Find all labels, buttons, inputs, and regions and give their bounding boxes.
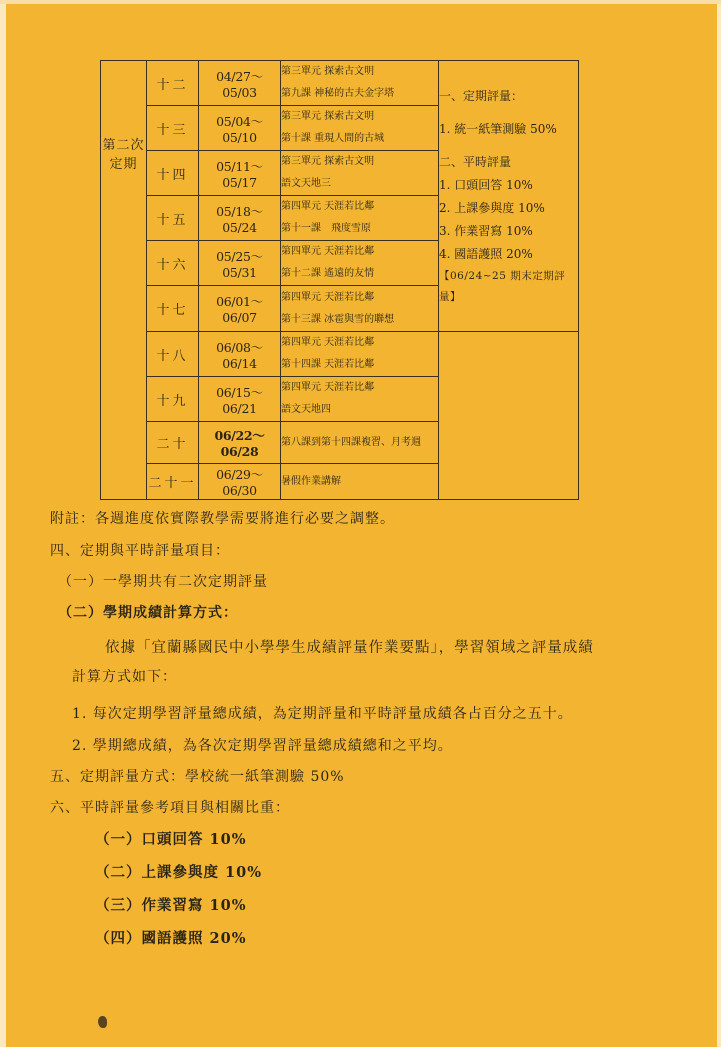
weight-item-1: （一）口頭回答 10% — [95, 831, 247, 848]
dates-cell: 06/01～06/07 — [199, 286, 281, 332]
week-cell: 十三 — [147, 106, 199, 151]
blank-cell — [439, 332, 579, 500]
assessment-heading-1: 一、定期評量： — [439, 88, 524, 103]
section-four-item-2: （二）學期成績計算方式： — [58, 605, 238, 621]
dates-cell: 05/11～05/17 — [199, 151, 281, 196]
weight-item-2: （二）上課參與度 10% — [95, 864, 263, 881]
numbered-item-2: 2. 學期總成績，為各次定期學習評量總成績總和之平均。 — [72, 738, 453, 754]
period-cell — [101, 61, 147, 500]
content-cell — [281, 106, 439, 151]
dates-cell: 06/08～06/14 — [199, 332, 281, 377]
section-five: 五、定期評量方式：學校統一紙筆測驗 50% — [50, 769, 345, 785]
page-edge-left — [0, 0, 6, 1047]
lesson-line: 語文天地四 — [281, 404, 331, 415]
paragraph-line-2: 計算方式如下： — [72, 669, 177, 685]
numbered-item-1: 1. 每次定期學習評量總成績，為定期評量和平時評量成績各占百分之五十。 — [72, 706, 573, 722]
week-cell: 十五 — [147, 196, 199, 241]
dates-cell: 06/22～06/28 — [199, 422, 281, 464]
weight-item-3: （三）作業習寫 10% — [95, 897, 247, 914]
lesson-line: 第十一課 飛度雪原 — [281, 223, 371, 234]
section-six-heading: 六、平時評量參考項目與相關比重： — [50, 800, 290, 816]
dates-cell: 06/29～06/30 — [199, 464, 281, 500]
assessment-item: 4. 國語護照 20% — [439, 246, 533, 261]
dates-cell: 05/25～05/31 — [199, 241, 281, 286]
content-cell — [281, 151, 439, 196]
content-cell — [281, 464, 439, 500]
assessment-item: 1. 統一紙筆測驗 50% — [439, 121, 557, 136]
ink-smudge — [98, 1016, 107, 1028]
week-cell: 二十一 — [147, 464, 199, 500]
content-cell — [281, 61, 439, 106]
week-cell: 十二 — [147, 61, 199, 106]
assessment-item: 1. 口頭回答 10% — [439, 177, 533, 192]
content-cell — [281, 196, 439, 241]
unit-line: 第四單元 天涯若比鄰 — [281, 382, 375, 393]
period-label-1: 第二次 — [102, 138, 145, 153]
schedule-row — [101, 332, 579, 377]
unit-line: 第三單元 探索古文明 — [281, 111, 375, 122]
content-cell — [281, 377, 439, 422]
section-four-heading: 四、定期與平時評量項目： — [50, 543, 230, 559]
unit-line: 第八課到第十四課複習、月考週 — [281, 436, 421, 448]
lesson-line: 語文天地三 — [281, 178, 331, 189]
schedule-table — [100, 60, 579, 500]
footnote: 附註：各週進度依實際教學需要將進行必要之調整。 — [50, 511, 395, 527]
unit-line: 第三單元 探索古文明 — [281, 156, 375, 167]
exam-date-note: 【06/24~25 期末定期評量】 — [439, 269, 566, 303]
week-cell: 十八 — [147, 332, 199, 377]
lesson-line: 第九課 神秘的古夫金字塔 — [281, 88, 395, 99]
unit-line: 第四單元 天涯若比鄰 — [281, 337, 375, 348]
week-cell: 十七 — [147, 286, 199, 332]
lesson-line: 第十三課 冰雹與雪的聯想 — [281, 313, 395, 325]
content-cell — [281, 286, 439, 332]
unit-line: 第四單元 天涯若比鄰 — [281, 291, 375, 303]
week-cell: 二十 — [147, 422, 199, 464]
dates-cell: 05/18～05/24 — [199, 196, 281, 241]
assessment-cell — [439, 61, 579, 332]
week-cell: 十六 — [147, 241, 199, 286]
unit-line: 第四單元 天涯若比鄰 — [281, 246, 375, 257]
dates-cell: 04/27～05/03 — [199, 61, 281, 106]
paragraph-line-1: 依據「宜蘭縣國民中小學學生成績評量作業要點」，學習領域之評量成績 — [105, 640, 594, 656]
schedule-row — [101, 61, 579, 106]
content-cell — [281, 332, 439, 377]
unit-line: 第三單元 探索古文明 — [281, 66, 375, 77]
assessment-item: 3. 作業習寫 10% — [439, 223, 533, 238]
weight-item-4: （四）國語護照 20% — [95, 930, 247, 947]
week-cell: 十四 — [147, 151, 199, 196]
unit-line: 第四單元 天涯若比鄰 — [281, 201, 375, 212]
content-cell — [281, 241, 439, 286]
assessment-heading-2: 二、平時評量 — [439, 154, 512, 169]
section-four-item-1: （一）一學期共有二次定期評量 — [58, 574, 268, 590]
page-edge-right — [717, 0, 721, 1047]
period-label-2: 定期 — [109, 157, 138, 172]
lesson-line: 第十二課 遙遠的友情 — [281, 268, 375, 279]
lesson-line: 第十課 重現人間的古城 — [281, 133, 385, 144]
week-cell: 十九 — [147, 377, 199, 422]
dates-cell: 05/04～05/10 — [199, 106, 281, 151]
content-cell — [281, 422, 439, 464]
lesson-line: 第十四課 天涯若比鄰 — [281, 359, 375, 370]
assessment-item: 2. 上課參與度 10% — [439, 200, 545, 215]
unit-line: 暑假作業講解 — [281, 475, 341, 487]
page-edge-top — [0, 0, 721, 4]
dates-cell: 06/15～06/21 — [199, 377, 281, 422]
